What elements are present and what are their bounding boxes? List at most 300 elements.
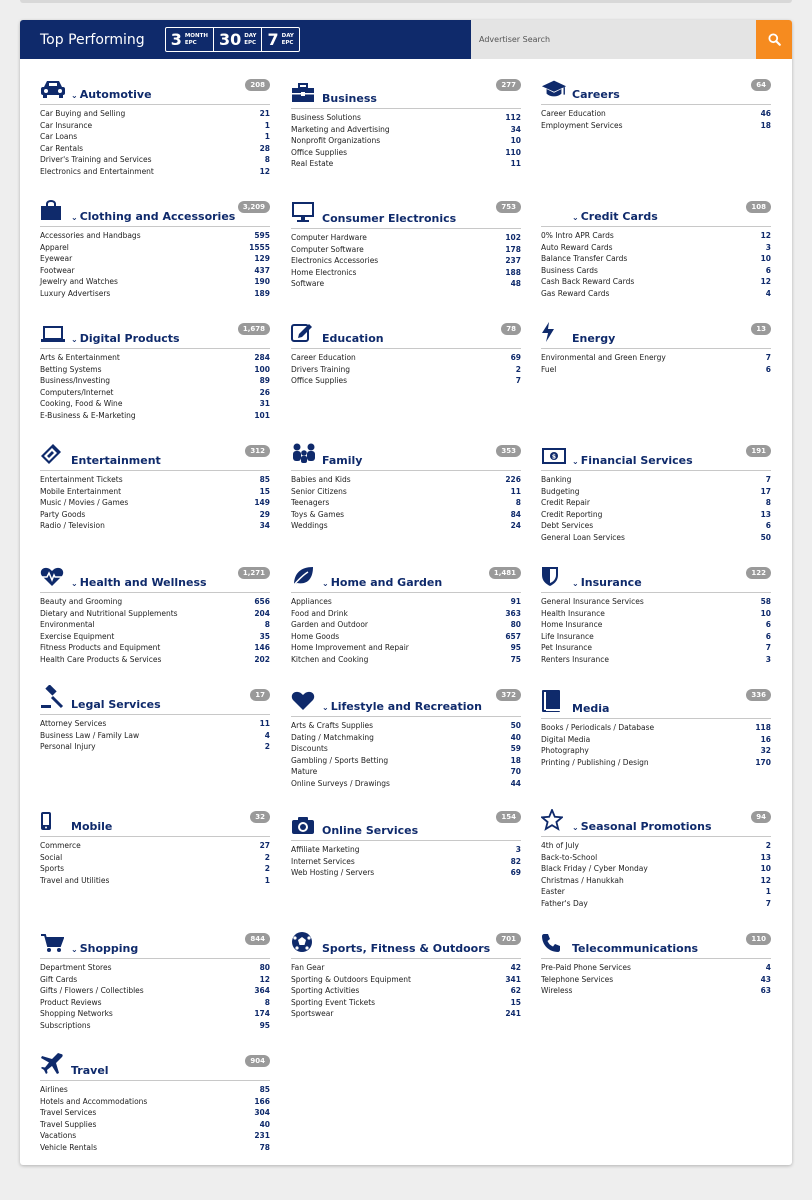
subcategory-item[interactable] [541,654,771,666]
subcategory-item[interactable] [541,352,771,364]
category-title-text: Clothing and Accessories [79,210,236,223]
subcategory-item[interactable] [291,232,521,244]
subcategory-name: Gift Cards [40,974,78,984]
subcategory-count: 84 [510,509,521,519]
category-title-text: Mobile [71,820,113,833]
subcategory-item[interactable] [40,863,270,875]
subcategory-name: Attorney Services [40,719,107,728]
subcategory-item[interactable] [541,596,771,608]
subcategory-item[interactable] [40,974,270,986]
category-digital-products [40,322,270,421]
subcategory-item[interactable] [541,642,771,654]
header-bar [20,20,471,59]
subcategory-item[interactable] [291,997,521,1009]
subcategory-item[interactable] [40,631,270,643]
count-badge: 312 [245,445,270,457]
category-title-text: Lifestyle and Recreation [330,700,482,713]
subcategory-item[interactable] [291,474,521,486]
subcategory-name: Father's Day [541,898,588,908]
subcategory-count: 8 [264,620,270,629]
category-title[interactable] [71,454,161,467]
subcategory-item[interactable] [40,154,270,166]
subcategory-item[interactable] [291,619,521,631]
top-divider [20,0,792,3]
subcategory-item[interactable] [291,112,521,124]
camera-icon [291,811,317,835]
category-title[interactable] [572,942,698,955]
subcategory-item[interactable] [291,766,521,778]
book-icon [541,689,567,713]
subcategory-name: Car Insurance [40,120,93,130]
subcategory-item[interactable] [541,253,771,265]
subcategory-item[interactable] [541,364,771,376]
subcategory-item[interactable] [291,743,521,755]
subcategory-name: Apparel [40,242,69,252]
category-financial-services [541,444,771,543]
count-badge: 208 [245,79,270,91]
category-title[interactable] [322,942,490,955]
subcategory-item[interactable] [291,720,521,732]
mobile-phone-icon [40,807,66,831]
subcategory-name: Career Education [291,353,356,362]
subcategory-item[interactable] [541,474,771,486]
category-title[interactable] [572,702,609,715]
category-title[interactable] [71,210,235,223]
subcategory-item[interactable] [40,730,270,742]
subcategory-item[interactable] [40,619,270,631]
heartbeat-icon [40,563,66,587]
category-mobile [40,810,270,886]
subcategory-item[interactable] [291,962,521,974]
subcategory-item[interactable] [40,1130,270,1142]
subcategory-item[interactable] [541,745,771,757]
subcategory-count: 85 [259,1085,270,1094]
subcategory-item[interactable] [40,276,270,288]
svg-text:$: $ [551,453,557,461]
subcategory-item[interactable] [291,631,521,643]
category-title[interactable] [71,332,180,345]
category-title[interactable] [572,820,712,833]
category-title[interactable] [572,332,615,345]
subcategory-count: 12 [760,231,771,240]
subcategory-count: 58 [760,597,771,606]
subcategory-name: Babies and Kids [291,475,351,484]
subcategory-item[interactable] [541,276,771,288]
subcategory-count: 11 [510,486,521,496]
category-title-text: Credit Cards [580,210,658,223]
subcategory-count: 32 [760,746,771,755]
subcategory-item[interactable] [40,120,270,132]
category-title[interactable] [572,454,693,467]
subcategory-name: Business/Investing [40,376,111,385]
subcategory-item[interactable] [541,532,771,544]
subcategory-item[interactable] [40,398,270,410]
subcategory-list [291,112,521,170]
category-title-text: Education [322,332,384,345]
subcategory-item[interactable] [40,718,270,730]
subcategory-item[interactable] [541,863,771,875]
subcategory-item[interactable] [291,596,521,608]
category-title[interactable] [322,454,362,467]
subcategory-item[interactable] [40,1020,270,1032]
subcategory-item[interactable] [40,1142,270,1154]
subcategory-item[interactable] [40,608,270,620]
chevron-down-icon: ⌄ [71,213,78,222]
subcategory-item[interactable] [291,267,521,279]
panel-title: Top Performing [40,31,145,48]
subcategory-name: Sportswear [291,1009,334,1018]
epc-period-selector [165,27,300,52]
subcategory-name: Marketing and Advertising [291,124,390,134]
subcategory-item[interactable] [291,520,521,532]
subcategory-name: Office Supplies [291,147,348,157]
subcategory-item[interactable] [291,352,521,364]
category-title-text: Financial Services [580,454,693,467]
subcategory-count: 18 [760,120,771,130]
subcategory-item[interactable] [541,840,771,852]
subcategory-item[interactable] [291,486,521,498]
subcategory-item[interactable] [291,856,521,868]
subcategory-name: Travel and Utilities [40,875,110,885]
subcategory-count: 50 [760,532,771,542]
subcategory-item[interactable] [291,654,521,666]
subcategory-list [40,108,270,177]
subcategory-count: 70 [510,767,521,776]
subcategory-count: 95 [510,643,521,652]
subcategory-item[interactable] [541,265,771,277]
subcategory-count: 16 [760,734,771,744]
subcategory-item[interactable] [541,722,771,734]
subcategory-item[interactable] [40,852,270,864]
subcategory-item[interactable] [541,497,771,509]
subcategory-item[interactable] [541,734,771,746]
subcategory-name: Office Supplies [291,376,348,385]
subcategory-item[interactable] [291,974,521,986]
subcategory-count: 62 [510,986,521,995]
subcategory-name: Career Education [541,109,606,118]
subcategory-item[interactable] [541,288,771,300]
subcategory-name: Party Goods [40,509,86,519]
category-title[interactable] [322,824,418,837]
subcategory-name: Internet Services [291,856,355,866]
subcategory-list [40,352,270,421]
subcategory-item[interactable] [40,387,270,399]
subcategory-item[interactable] [291,755,521,767]
subcategory-name: Balance Transfer Cards [541,254,628,263]
subcategory-count: 11 [510,159,521,168]
period-3-month-epc[interactable] [166,28,213,51]
subcategory-count: 6 [765,631,771,641]
subcategory-item[interactable] [40,131,270,143]
subcategory-name: Accessories and Handbags [40,231,141,240]
subcategory-item[interactable] [40,1084,270,1096]
subcategory-item[interactable] [291,375,521,387]
chevron-down-icon: ⌄ [572,457,579,466]
subcategory-item[interactable] [40,520,270,532]
count-badge: 108 [746,201,771,213]
subcategory-item[interactable] [40,474,270,486]
subcategory-list [40,596,270,665]
subcategory-item[interactable] [541,230,771,242]
category-title[interactable] [322,212,456,225]
subcategory-item[interactable] [541,852,771,864]
subcategory-item[interactable] [40,265,270,277]
category-title[interactable] [71,698,161,711]
subcategory-item[interactable] [40,486,270,498]
subcategory-list [40,474,270,532]
subcategory-item[interactable] [40,242,270,254]
subcategory-item[interactable] [291,135,521,147]
subcategory-item[interactable] [291,732,521,744]
subcategory-item[interactable] [541,631,771,643]
subcategory-count: 80 [259,963,270,972]
subcategory-item[interactable] [541,875,771,887]
category-title-text: Careers [572,88,620,101]
subcategory-item[interactable] [291,278,521,290]
subcategory-name: Teenagers [291,498,330,507]
subcategory-item[interactable] [291,364,521,376]
subcategory-item[interactable] [291,867,521,879]
soccer-ball-icon [291,929,317,953]
subcategory-name: Toys & Games [291,509,345,519]
subcategory-item[interactable] [541,608,771,620]
subcategory-item[interactable] [40,288,270,300]
subcategory-item[interactable] [40,1008,270,1020]
category-title-text: Media [572,702,610,715]
subcategory-item[interactable] [40,985,270,997]
category-title[interactable] [71,942,138,955]
subcategory-item[interactable] [40,410,270,422]
category-lifestyle-and-recreation [291,688,521,789]
subcategory-item[interactable] [291,147,521,159]
search-button[interactable] [756,20,792,59]
subcategory-name: Gifts / Flowers / Collectibles [40,986,144,995]
count-badge: 1,678 [238,323,270,335]
subcategory-item[interactable] [541,757,771,769]
subcategory-item[interactable] [291,124,521,136]
subcategory-name: Vehicle Rentals [40,1142,97,1152]
subcategory-item[interactable] [291,778,521,790]
chevron-down-icon: ⌄ [322,579,329,588]
subcategory-item[interactable] [541,520,771,532]
category-title[interactable] [322,576,442,589]
category-title-text: Sports, Fitness & Outdoors [322,942,491,955]
subcategory-count: 189 [254,288,270,298]
category-header [291,200,521,229]
count-badge: 64 [751,79,771,91]
subcategory-item[interactable] [541,898,771,910]
subcategory-count: 170 [755,757,771,767]
period-metric: EPC [244,39,257,46]
category-title[interactable] [572,576,642,589]
subcategory-name: Social [40,852,63,862]
subcategory-count: 34 [510,124,521,134]
subcategory-item[interactable] [40,997,270,1009]
subcategory-count: 48 [510,279,521,288]
shopping-bag-icon [40,197,66,221]
subcategory-item[interactable] [40,253,270,265]
category-header [291,322,521,349]
subcategory-item[interactable] [40,1119,270,1131]
subcategory-item[interactable] [541,985,771,997]
subcategory-item[interactable] [40,509,270,521]
subcategory-name: Beauty and Grooming [40,597,123,606]
subcategory-item[interactable] [40,875,270,887]
category-header [40,810,270,837]
subcategory-count: 12 [259,974,270,984]
subcategory-item[interactable] [40,1096,270,1108]
subcategory-name: Music / Movies / Games [40,498,129,507]
subcategory-name: Electronics and Entertainment [40,166,154,176]
subcategory-count: 149 [254,498,270,507]
subcategory-item[interactable] [40,108,270,120]
subcategory-count: 6 [765,364,771,374]
subcategory-count: 8 [264,997,270,1007]
subcategory-item[interactable] [291,255,521,267]
subcategory-item[interactable] [40,1107,270,1119]
subcategory-item[interactable] [40,230,270,242]
subcategory-count: 656 [254,597,270,606]
subcategory-item[interactable] [40,143,270,155]
category-title[interactable] [71,1064,109,1077]
category-title[interactable] [322,700,482,713]
subcategory-item[interactable] [541,886,771,898]
subcategory-name: Home Insurance [541,620,603,629]
subcategory-item[interactable] [541,509,771,521]
subcategory-item[interactable] [291,158,521,170]
leaf-icon [291,563,317,587]
category-title[interactable] [572,210,658,223]
subcategory-item[interactable] [40,166,270,178]
subcategory-item[interactable] [291,244,521,256]
subcategory-item[interactable] [291,608,521,620]
subcategory-item[interactable] [40,962,270,974]
subcategory-name: Entertainment Tickets [40,475,123,484]
subcategory-item[interactable] [40,840,270,852]
advertiser-search-input[interactable] [471,20,756,59]
subcategory-name: Dating / Matchmaking [291,732,374,742]
subcategory-count: 35 [259,631,270,641]
subcategory-count: 241 [505,1009,521,1018]
subcategory-count: 26 [259,387,270,397]
category-title[interactable] [71,88,152,101]
subcategory-name: Sports [40,864,65,873]
subcategory-item[interactable] [40,352,270,364]
subcategory-item[interactable] [541,486,771,498]
category-header [40,200,270,227]
category-header [40,688,270,715]
chevron-down-icon: ⌄ [71,335,78,344]
period-number: 7 [267,29,279,49]
family-icon [291,441,317,465]
subcategory-count: 8 [515,498,521,507]
subcategory-count: 1 [264,875,270,885]
period-7-day-epc[interactable] [261,28,298,51]
category-title[interactable] [71,576,207,589]
subcategory-name: Health Insurance [541,608,605,618]
subcategory-item[interactable] [40,741,270,753]
subcategory-name: Fitness Products and Equipment [40,643,161,652]
subcategory-item[interactable] [40,497,270,509]
subcategory-count: 237 [505,256,521,265]
category-header [40,322,270,349]
subcategory-item[interactable] [541,108,771,120]
category-title[interactable] [322,332,384,345]
subcategory-item[interactable] [541,120,771,132]
subcategory-name: Personal Injury [40,742,96,751]
subcategory-name: Books / Periodicals / Database [541,723,655,732]
subcategory-item[interactable] [291,1008,521,1020]
subcategory-item[interactable] [40,364,270,376]
count-badge: 701 [496,933,521,945]
subcategory-item[interactable] [40,375,270,387]
subcategory-item[interactable] [291,509,521,521]
category-title[interactable] [71,820,112,833]
subcategory-name: Printing / Publishing / Design [541,757,649,767]
subcategory-name: Environmental and Green Energy [541,353,666,362]
subcategory-count: 2 [515,364,521,374]
subcategory-item[interactable] [291,844,521,856]
subcategory-count: 85 [259,475,270,484]
subcategory-name: Business Solutions [291,113,361,122]
subcategory-name: Dietary and Nutritional Supplements [40,608,178,618]
subcategory-count: 29 [259,509,270,519]
laptop-icon [40,319,66,343]
subcategory-item[interactable] [40,654,270,666]
subcategory-name: Computer Hardware [291,233,367,242]
category-title-text: Family [322,454,363,467]
subcategory-name: Web Hosting / Servers [291,868,375,877]
subcategory-name: Black Friday / Cyber Monday [541,864,648,873]
subcategory-count: 12 [760,277,771,286]
subcategory-list [291,844,521,879]
subcategory-item[interactable] [541,962,771,974]
category-title[interactable] [322,92,377,105]
category-header [291,810,521,841]
subcategory-item[interactable] [291,642,521,654]
subcategory-count: 34 [259,521,270,530]
subcategory-item[interactable] [291,985,521,997]
period-unit: DAY [244,32,257,39]
subcategory-name: Gas Reward Cards [541,288,610,298]
subcategory-list [291,596,521,665]
subcategory-item[interactable] [40,642,270,654]
category-header [541,566,771,593]
category-insurance [541,566,771,665]
count-badge: 94 [751,811,771,823]
subcategory-list [541,108,771,131]
subcategory-item[interactable] [541,619,771,631]
lightning-icon [541,319,567,343]
subcategory-item[interactable] [541,242,771,254]
subcategory-list [541,840,771,909]
subcategory-list [40,1084,270,1153]
count-badge: 154 [496,811,521,823]
subcategory-name: Kitchen and Cooking [291,654,369,664]
period-30-day-epc[interactable] [213,28,262,51]
category-title-text: Energy [572,332,616,345]
category-title[interactable] [572,88,620,101]
subcategory-item[interactable] [541,974,771,986]
subcategory-name: 0% Intro APR Cards [541,231,614,240]
subcategory-name: Telephone Services [541,974,614,984]
count-badge: 191 [746,445,771,457]
subcategory-item[interactable] [40,596,270,608]
subcategory-count: 46 [760,109,771,118]
subcategory-item[interactable] [291,497,521,509]
subcategory-count: 40 [510,732,521,742]
subcategory-list [291,352,521,387]
